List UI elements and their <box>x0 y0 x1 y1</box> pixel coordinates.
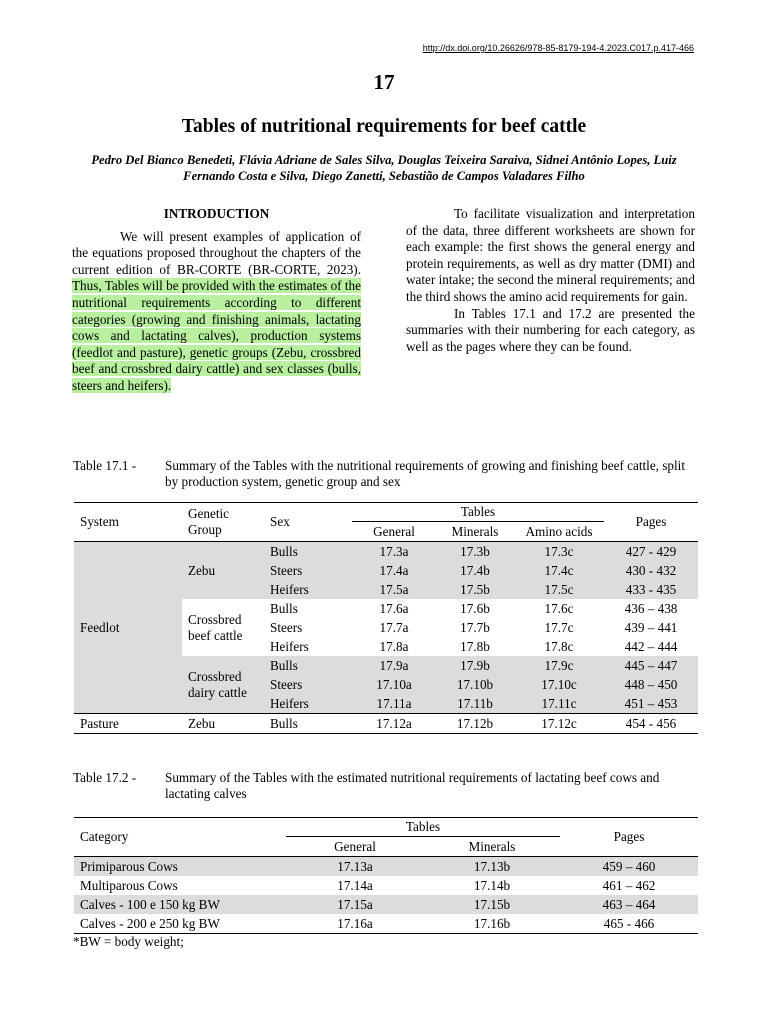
header-minerals: Minerals <box>436 522 514 542</box>
minerals-cell: 17.12b <box>456 715 494 731</box>
pages-cell: 445 – 447 <box>624 657 678 673</box>
intro-text: We will present examples of application of the equations proposed throughout the chapters of the current edition of BR-CORTE (BR-CORTE, 2023). <box>72 228 361 277</box>
sex-cell: Heifers <box>270 695 309 711</box>
general-cell: 17.5a <box>379 581 409 597</box>
table-17-1 <box>74 502 698 734</box>
sex-cell: Steers <box>270 619 303 635</box>
header-tables: Tables <box>286 818 560 837</box>
sex-cell: Steers <box>270 562 303 578</box>
general-cell: 17.4a <box>379 562 409 578</box>
table-17-2 <box>74 817 698 934</box>
doi-link[interactable]: http://dx.doi.org/10.26626/978-85-8179-194-4.2023.C017.p.417-466 <box>422 43 694 53</box>
table-row <box>74 895 698 914</box>
minerals-cell: 17.11b <box>457 695 493 711</box>
category-cell: Primiparous Cows <box>80 858 178 874</box>
general-cell: 17.9a <box>379 657 409 673</box>
table2-label: Table 17.2 - <box>73 770 137 785</box>
pages-cell: 448 – 450 <box>624 676 678 692</box>
minerals-cell: 17.15b <box>473 896 511 912</box>
pages-cell: 454 - 456 <box>625 715 677 731</box>
author-list: Pedro Del Bianco Benedeti, Flávia Adriane de Sales Silva, Douglas Teixeira Saraiva, Sidnei Antônio Lopes, Luiz Fernando Costa e Silva, Diego Zanetti, Sebastião de Campos Valadares Filho <box>91 153 677 183</box>
general-cell: 17.7a <box>379 619 409 635</box>
sex-cell: Bulls <box>270 657 298 673</box>
pages-cell: 465 - 466 <box>603 915 655 931</box>
minerals-cell: 17.14b <box>473 877 511 893</box>
system-cell: Feedlot <box>74 542 182 714</box>
general-cell: 17.3a <box>379 543 409 559</box>
right-column <box>406 206 695 355</box>
amino-cell: 17.3c <box>544 543 574 559</box>
amino-cell: 17.8c <box>544 638 574 654</box>
sex-cell: Bulls <box>270 600 298 616</box>
minerals-cell: 17.8b <box>460 638 490 654</box>
chapter-title: Tables of nutritional requirements for beef cattle <box>181 116 587 137</box>
category-cell: Multiparous Cows <box>80 877 178 893</box>
pages-cell: 433 - 435 <box>625 581 677 597</box>
sex-cell: Bulls <box>270 715 298 731</box>
amino-cell: 17.6c <box>544 600 574 616</box>
general-cell: 17.13a <box>337 858 373 874</box>
header-sex: Sex <box>264 503 352 542</box>
highlighted-text: Thus, Tables will be provided with the estimates of the nutritional requirements according to different categories (growing and finishing animals, lactating cows and lactating calves), production systems (feedlot and pasture), genetic groups (Zebu, crossbred beef and crossbred dairy cattle) and sex classes (bulls, steers and heifers). <box>72 278 361 393</box>
pages-cell: 461 – 462 <box>602 877 656 893</box>
table-row <box>74 876 698 895</box>
amino-cell: 17.9c <box>544 657 574 673</box>
amino-cell: 17.11c <box>541 695 577 711</box>
sex-cell: Heifers <box>270 638 309 654</box>
header-system: System <box>74 503 182 542</box>
table-row <box>74 714 698 734</box>
general-cell: 17.12a <box>376 715 412 731</box>
left-column <box>72 206 361 395</box>
genetic-group-cell: Zebu <box>182 542 264 600</box>
intro-paragraph-2: To facilitate visualization and interpretation of the data, three different worksheets are shown for each example: the first shows the general energy and protein requirements, as well as dry matter (DMI) and water intake; the second the mineral requirements; and the third shows the amino acid requirements for gain. <box>406 206 695 304</box>
table-row <box>74 914 698 934</box>
genetic-group-cell: Zebu <box>188 715 216 731</box>
amino-cell: 17.10c <box>541 676 577 692</box>
pages-cell: 436 – 438 <box>624 600 678 616</box>
header-category: Category <box>80 829 129 844</box>
general-cell: 17.15a <box>337 896 373 912</box>
minerals-cell: 17.13b <box>473 858 511 874</box>
table1-caption <box>73 458 698 490</box>
pages-cell: 442 – 444 <box>624 638 678 654</box>
header-general: General <box>352 522 436 542</box>
intro-paragraph-1 <box>72 229 361 395</box>
table1-caption-text: Summary of the Tables with the nutritional requirements of growing and finishing beef cattle, split by production system, genetic group and sex <box>165 458 685 489</box>
pages-cell: 463 – 464 <box>602 896 656 912</box>
table1-label: Table 17.1 - <box>73 458 137 473</box>
general-cell: 17.11a <box>376 695 412 711</box>
table2-caption <box>73 770 698 802</box>
minerals-cell: 17.10b <box>456 676 494 692</box>
header-pages: Pages <box>613 829 645 844</box>
general-cell: 17.10a <box>376 676 412 692</box>
pages-cell: 451 – 453 <box>624 695 678 711</box>
minerals-cell: 17.6b <box>460 600 490 616</box>
amino-cell: 17.12c <box>541 715 577 731</box>
minerals-cell: 17.16b <box>473 915 511 931</box>
table2-caption-text: Summary of the Tables with the estimated nutritional requirements of lactating beef cows and lactating calves <box>165 770 660 801</box>
amino-cell: 17.7c <box>544 619 574 635</box>
header-amino-acids: Amino acids <box>514 522 604 542</box>
header-pages: Pages <box>604 503 698 542</box>
amino-cell: 17.5c <box>544 581 574 597</box>
sex-cell: Steers <box>270 676 303 692</box>
header-tables: Tables <box>352 503 604 522</box>
sex-cell: Heifers <box>270 581 309 597</box>
pages-cell: 439 – 441 <box>624 619 678 635</box>
footnote: *BW = body weight; <box>73 934 184 949</box>
category-cell: Calves - 100 e 150 kg BW <box>80 896 220 912</box>
amino-cell: 17.4c <box>544 562 574 578</box>
minerals-cell: 17.4b <box>460 562 490 578</box>
category-cell: Calves - 200 e 250 kg BW <box>80 915 220 931</box>
minerals-cell: 17.5b <box>460 581 490 597</box>
genetic-group-cell: Crossbred beef cattle <box>182 599 264 656</box>
general-cell: 17.14a <box>337 877 373 893</box>
sex-cell: Bulls <box>270 543 298 559</box>
header-genetic-group: Genetic Group <box>182 503 264 542</box>
general-cell: 17.8a <box>379 638 409 654</box>
system-cell: Pasture <box>80 715 119 731</box>
general-cell: 17.16a <box>337 915 373 931</box>
minerals-cell: 17.3b <box>460 543 490 559</box>
intro-paragraph-3: In Tables 17.1 and 17.2 are presented the summaries with their numbering for each category, as well as the pages where they can be found. <box>406 305 695 354</box>
header-general: General <box>334 838 376 854</box>
pages-cell: 430 - 432 <box>625 562 677 578</box>
section-heading: INTRODUCTION <box>163 206 270 221</box>
minerals-cell: 17.9b <box>460 657 490 673</box>
table-row <box>74 857 698 877</box>
general-cell: 17.6a <box>379 600 409 616</box>
minerals-cell: 17.7b <box>460 619 490 635</box>
header-minerals: Minerals <box>468 838 516 854</box>
table-row <box>74 542 698 562</box>
chapter-number: 17 <box>373 70 395 94</box>
pages-cell: 459 – 460 <box>602 858 656 874</box>
genetic-group-cell: Crossbred dairy cattle <box>182 656 264 714</box>
pages-cell: 427 - 429 <box>625 543 677 559</box>
